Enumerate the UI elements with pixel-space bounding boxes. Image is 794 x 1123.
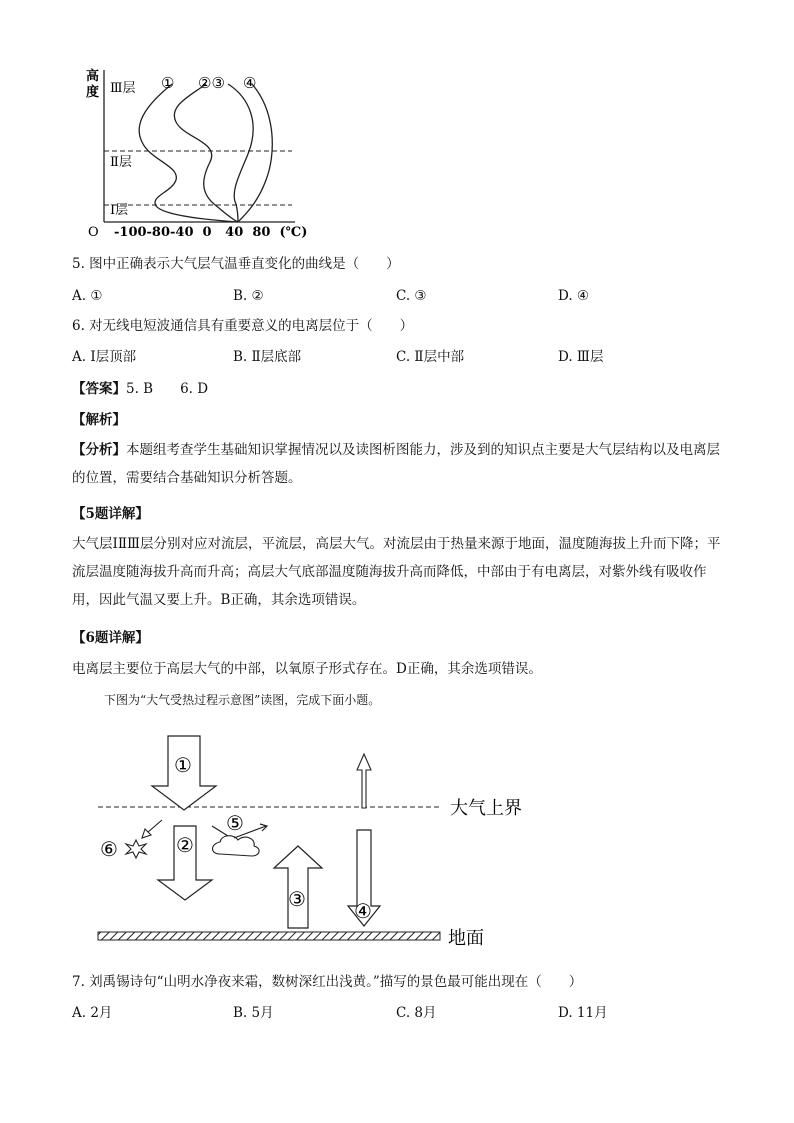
answer-label: 【答案】	[72, 381, 126, 397]
answer-line	[72, 380, 208, 398]
curve-3	[228, 84, 253, 222]
upper-boundary-label: 大气上界	[450, 798, 522, 819]
arrow-5-label: ⑤	[226, 811, 244, 835]
q6-option-a[interactable]: A. Ⅰ层顶部	[72, 349, 137, 365]
arrow-3-label: ③	[288, 887, 306, 911]
q7-option-b[interactable]: B. 5月	[233, 1005, 274, 1021]
q5-option-d[interactable]: D. ④	[558, 288, 590, 304]
curve-1	[139, 84, 238, 222]
detail-6-text: 电离层主要位于高层大气的中部，以氧原子形式存在。D正确，其余选项错误。	[72, 661, 542, 677]
y-axis-label-1: 高	[86, 69, 100, 84]
question-6-stem: 6. 对无线电短波通信具有重要意义的电离层位于（ ）	[72, 318, 414, 334]
q6-option-b[interactable]: B. Ⅱ层底部	[233, 349, 302, 365]
detail-6-heading: 【6题详解】	[72, 630, 149, 646]
curve-label-1: ①	[161, 74, 175, 92]
arrow-6-scatter	[142, 820, 162, 838]
ground-bar	[98, 932, 440, 940]
analysis-heading: 【解析】	[72, 412, 126, 428]
analysis-paragraph	[72, 436, 727, 492]
y-axis-label-2: 度	[86, 85, 100, 100]
arrow-6-label: ⑥	[100, 837, 118, 861]
q5-option-b[interactable]: B. ②	[233, 288, 264, 304]
q6-option-d[interactable]: D. Ⅲ层	[558, 349, 604, 365]
analysis-label: 【分析】	[72, 442, 126, 458]
figure-atmospheric-heating	[90, 730, 550, 950]
scatter-star-icon	[126, 840, 146, 858]
answer-text: 5. B 6. D	[126, 381, 209, 397]
question-5-stem: 5. 图中正确表示大气层气温垂直变化的曲线是（ ）	[72, 256, 400, 272]
cloud-icon	[213, 836, 260, 856]
x-tick-labels: -100-80-40 0 40 80 (℃)	[114, 225, 308, 240]
q5-option-c[interactable]: C. ③	[396, 288, 427, 304]
layer-3-label: Ⅲ层	[110, 81, 136, 96]
figure-temperature-profile	[80, 62, 340, 240]
detail-5-text: 大气层ⅠⅡⅢ层分别对应对流层，平流层，高层大气。对流层由于热量来源于地面，温度随海拔上升而下降；平流层温度随海拔升高而升高；高层大气底部温度随海拔升高而降低，中部由于有电离层，对紫外线有吸收作用，因此气温又要上升。B正确，其余选项错误。	[72, 536, 721, 608]
layer-2-label: Ⅱ层	[110, 155, 132, 170]
analysis-text: 本题组考查学生基础知识掌握情况以及读图析图能力，涉及到的知识点主要是大气层结构以及电离层的位置，需要结合基础知识分析答题。	[72, 442, 720, 486]
curve-label-23: ②③	[198, 74, 225, 92]
q7-option-c[interactable]: C. 8月	[396, 1005, 437, 1021]
curve-label-4: ④	[243, 74, 257, 92]
q7-option-a[interactable]: A. 2月	[72, 1005, 113, 1021]
arrow-4-label: ④	[354, 899, 372, 923]
figure-2-intro: 下图为“大气受热过程示意图”读图，完成下面小题。	[104, 693, 381, 707]
layer-1-label: Ⅰ层	[110, 203, 129, 218]
arrow-escape-to-space	[357, 754, 371, 808]
arrow-1-label: ①	[174, 753, 192, 777]
detail-5-heading: 【5题详解】	[72, 506, 149, 522]
curve-2	[174, 84, 238, 222]
question-7-stem: 7. 刘禹锡诗句“山明水净夜来霜，数树深红出浅黄。”描写的景色最可能出现在（ ）	[72, 974, 583, 990]
curve-4	[238, 84, 272, 222]
q5-option-a[interactable]: A. ①	[72, 288, 103, 304]
q6-option-c[interactable]: C. Ⅱ层中部	[396, 349, 465, 365]
ground-label: 地面	[448, 928, 484, 949]
q7-option-d[interactable]: D. 11月	[558, 1005, 608, 1021]
origin-label: O	[88, 225, 99, 240]
arrow-2-label: ②	[176, 833, 194, 857]
